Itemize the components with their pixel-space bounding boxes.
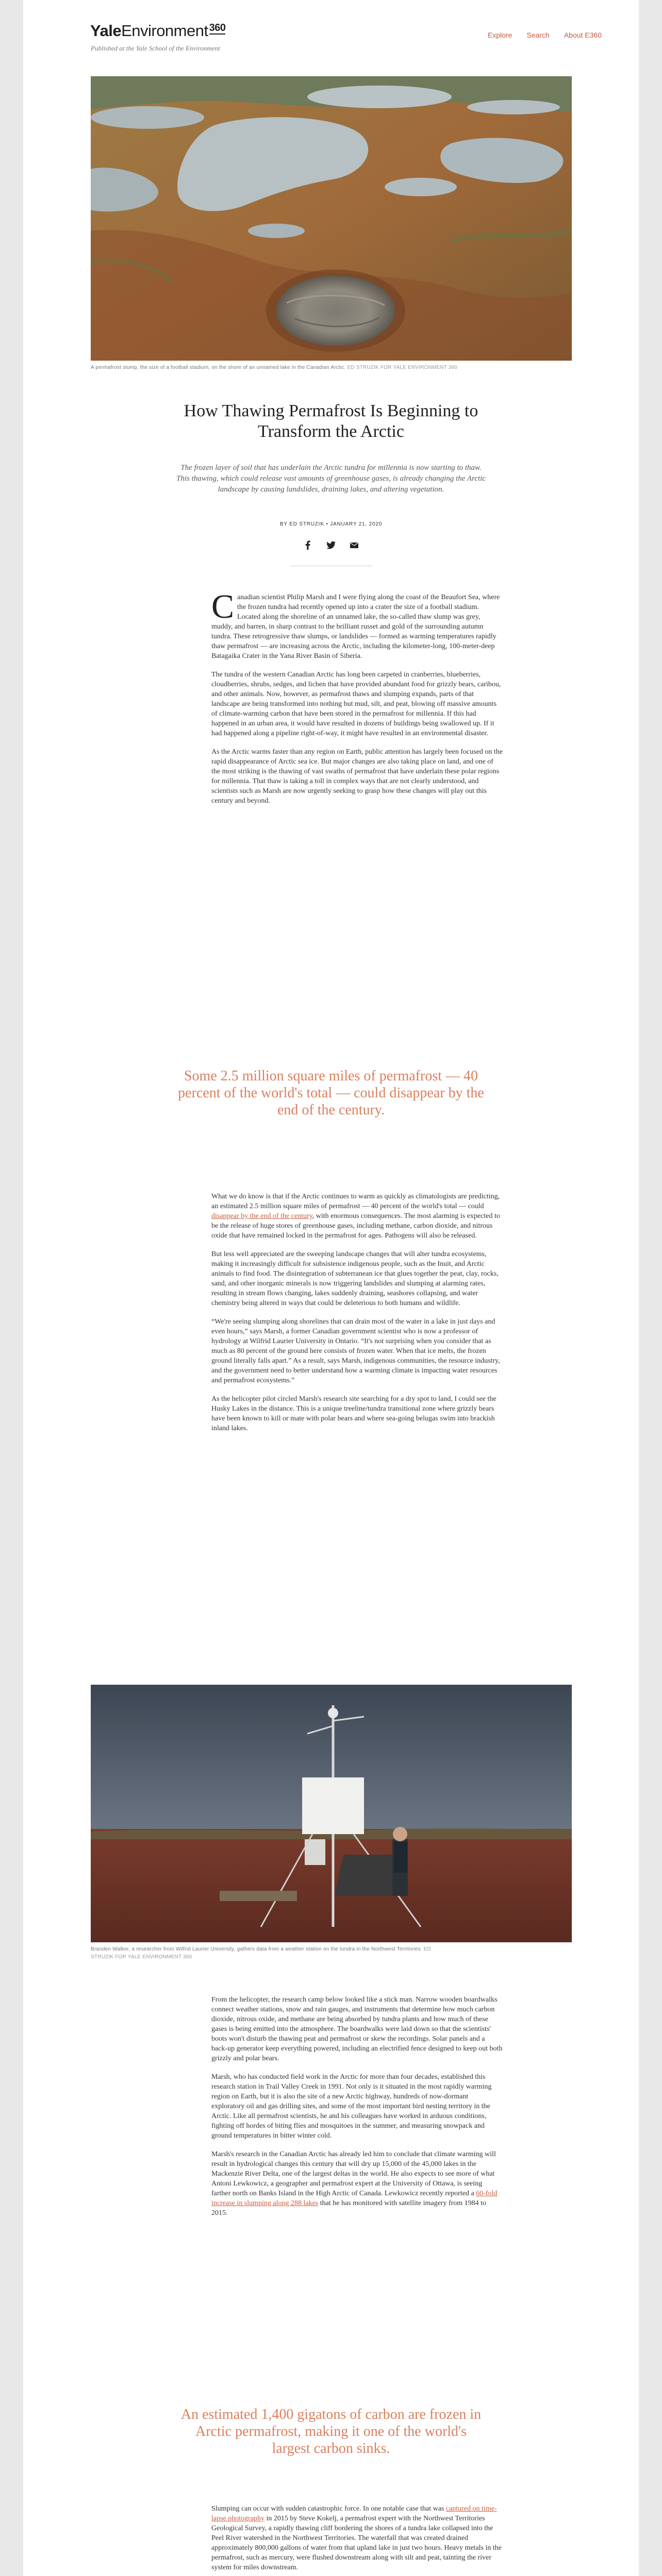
- main-nav: [488, 31, 602, 39]
- article-body-3: [211, 1995, 503, 2218]
- hero-tundra-illustration: [91, 76, 572, 361]
- hero-credit: ED STRUZIK FOR YALE ENVIRONMENT 360: [347, 365, 458, 370]
- byline-prefix: BY: [279, 521, 288, 527]
- researcher-caption: [91, 1945, 452, 1961]
- paragraph-7: As the helicopter pilot circled Marsh's research site searching for a dry spot to land, I could see the Husky Lakes in the distance. This is a unique treeline/tundra transitional zone where grizzly bears have been known to kill or mate with polar bears and where sea-going belugas swim into brackish inland lakes.: [211, 1395, 496, 1432]
- site-tagline: Published at the Yale School of the Environment: [91, 44, 220, 52]
- paragraph-10-end: that he has monitored with satellite imagery from 1984 to 2015.: [211, 2199, 487, 2217]
- paragraph-1-text: anadian scientist Philip Marsh and I were flying along the coast of the Beaufort Sea, where the frozen tundra had recently opened up into a crater the size of a football stadium. Located along the shoreline of an unnamed lake, the so-called thaw slump was grey, muddy, and barren, in sharp contrast to the brilliant russet and gold of the surrounding autumn tundra. These retrogressive thaw slumps, or landslides — formed as warming temperatures rapidly thaw permafrost — are increasing across the Arctic, including the kilometer-long, 100-meter-deep Batagaika Crater in the Yana River Basin of Siberia.: [211, 594, 500, 660]
- byline-separator: •: [326, 521, 328, 527]
- article-dek: The frozen layer of soil that has underlain the Arctic tundra for millennia is now starting to thaw. This thawing, which could release vast amounts of greenhouse gases, is already changing the Arctic landscape by causing landslides, draining lakes, and altering vegetation.: [176, 464, 486, 494]
- researcher-credit: ED STRUZIK FOR YALE ENVIRONMENT 360: [91, 1946, 432, 1960]
- paragraph-5: But less well appreciated are the sweeping landscape changes that will alter tundra ecosystems, making it increasingly difficult for subsistence indigenous people, such as the Inuit, and Arctic animals to find food. The disintegration of subterranean ice that glues together the peat, clay, rocks, sand, and other inorganic minerals is now triggering landslides and slumping at alarming rates, resulting in stream flows changing, lakes suddenly draining, seashores collapsing, and water chemistry being altered in ways that could be deleterious to both humans and wildlife.: [211, 1250, 499, 1307]
- paragraph-9: Marsh, who has conducted field work in the Arctic for more than four decades, established this research station in Trail Valley Creek in 1991. Not only is it situated in the most rapidly warming region on Earth, but it is also the site of a new Arctic highway, hundreds of now-dormant exploratory oil and gas drilling sites, and some of the most important bird nesting territory in the Arctic. Like all permafrost scientists, he and his colleagues have worked in arduous conditions, fighting off hordes of biting flies and mosquitoes in the summer, and measuring snowpack and ground temperatures in bitter winter cold.: [211, 2073, 492, 2140]
- site-header: [23, 0, 639, 67]
- drop-cap: C: [211, 588, 235, 625]
- article-body-1: [211, 588, 503, 806]
- paragraph-11: [211, 2504, 503, 2572]
- hero-caption-text: A permafrost slump, the size of a football stadium, on the shore of an unnamed lake in the Canadian Arctic.: [91, 365, 346, 370]
- paragraph-11-start: Slumping can occur with sudden catastrophic force. In one notable case that was: [211, 2505, 446, 2513]
- article-title: How Thawing Permafrost Is Beginning to Transform the Arctic: [184, 401, 478, 441]
- byline: [176, 521, 486, 527]
- paragraph-11-end: in 2015 by Steve Kokelj, a permafrost expert with the Northwest Territories Geological Survey, a rapidly thawing cliff bordering the shores of a tundra lake collapsed into the Peel River watershed in the Northwest Territories. The waterfall that was created drained approximately 800,000 gallons of water from that upland lake in just two hours. Heavy metals in the permafrost, such as mercury, were flushed downstream along with silt and peat, tainting the river system for miles downstream.: [211, 2515, 502, 2571]
- paragraph-4-end: , with enormous consequences. The most alarming is expected to be the release of huge stores of greenhouse gases, including methane, carbon dioxide, and nitrous oxide that have remained locked in the permafrost for ages. Pathogens will also be released.: [211, 1212, 500, 1240]
- researcher-photo: [91, 1685, 572, 1942]
- facebook-icon[interactable]: [302, 539, 314, 551]
- logo-yale: Yale: [90, 22, 122, 40]
- share-bar: [302, 539, 360, 551]
- hero-image: [91, 76, 572, 361]
- pull-quote-2: An estimated 1,400 gigatons of carbon are frozen in Arctic permafrost, making it one of the world's largest carbon sinks.: [180, 2406, 482, 2456]
- paragraph-4-start: What we do know is that if the Arctic continues to warm as quickly as climatologists are predicting, an estimated 2.5 million square miles of permafrost — 40 percent of the world's total — could: [211, 1193, 500, 1210]
- article-body-2: [211, 1192, 503, 1433]
- link-slumping-increase[interactable]: 60-fold increase in slumping along 288 lakes: [211, 2190, 498, 2207]
- paragraph-8: From the helicopter, the research camp below looked like a stick man. Narrow wooden boardwalks connect weather stations, snow and rain gauges, and instruments that determine how much carbon dioxide, nitrous oxide, and methane are being absorbed by tundra plants and how much of these gases is being emitted into the atmosphere. The boardwalks were laid down so that the scientists' boots won't disturb the thawing peat and permafrost or skew the recordings. Solar panels and a back-up generator keep everything powered, including an electrified fence designed to keep out both grizzly and polar bears.: [211, 1996, 503, 2062]
- nav-about[interactable]: About E360: [564, 31, 602, 39]
- page: [23, 0, 639, 2576]
- site-logo[interactable]: [90, 22, 225, 40]
- hero-caption: [91, 364, 572, 371]
- paragraph-1: [211, 588, 503, 661]
- pull-quote-1: Some 2.5 million square miles of permafrost — 40 percent of the world's total — could disappear by the end of the century.: [178, 1068, 484, 1118]
- paragraph-10: [211, 2149, 503, 2218]
- link-disappear[interactable]: disappear by the end of the century: [211, 1212, 312, 1220]
- author-link[interactable]: ED STRUZIK: [289, 521, 324, 527]
- nav-search[interactable]: Search: [526, 31, 550, 39]
- paragraph-3: As the Arctic warms faster than any region on Earth, public attention has largely been focused on the rapid disappearance of Arctic sea ice. But major changes are also taking place on land, and one of the most striking is the thawing of vast swaths of permafrost that have underlain these polar regions for millennia. That thaw is taking a toll in complex ways that are not clearly understood, and scientists such as Marsh are now urgently seeking to grasp how these changes will play out this century and beyond.: [211, 748, 503, 805]
- researcher-photo-illustration: [91, 1685, 572, 1942]
- logo-environment: Environment: [121, 22, 208, 40]
- paragraph-2: The tundra of the western Canadian Arctic has long been carpeted in cranberries, blueberries, cloudberries, shrubs, sedges, and lichen that have provided abundant food for grizzly bears, caribou, and other animals. Now, however, as permafrost thaws and slumping expands, parts of that landscape are being transformed into nothing but mud, silt, and peat, blowing off massive amounts of climate-warming carbon that have been stored in the permafrost for millennia. If this had happened in an urban area, it would have resulted in dozens of buildings being swallowed up. If it had happened along a pipeline right-of-way, it might have resulted in an environmental disaster.: [211, 671, 501, 737]
- email-icon[interactable]: [348, 539, 360, 551]
- article-body-4: [211, 2504, 503, 2572]
- link-time-lapse[interactable]: captured on time-lapse photography: [211, 2505, 497, 2522]
- researcher-caption-text: Branden Walker, a researcher from Wilfrid Laurier University, gathers data from a weather station on the tundra in the Northwest Territories.: [91, 1946, 422, 1952]
- logo-360: 360: [209, 22, 226, 33]
- nav-explore[interactable]: Explore: [488, 31, 512, 39]
- twitter-icon[interactable]: [325, 539, 337, 551]
- paragraph-4: [211, 1192, 503, 1241]
- article-date: JANUARY 21, 2020: [330, 521, 383, 527]
- paragraph-6: “We're seeing slumping along shorelines that can drain most of the water in a lake in just days and even hours,” says Marsh, a former Canadian government scientist who is now a professor of hydrology at Wilfrid Laurier University in Ontario. “It's not surprising when you consider that as much as 80 percent of the ground here consists of frozen water. When that ice melts, the frozen ground literally falls apart.” As a result, says Marsh, indigenous communities, the resource industry, and the government need to better understand how a warming climate is impacting water resources and permafrost ecosystems.”: [211, 1318, 500, 1384]
- paragraph-10-start: Marsh's research in the Canadian Arctic has already led him to conclude that climate warming will result in hydrological changes this century that will dry up 15,000 of the 45,000 lakes in the Mackenzie River Delta, one of the largest deltas in the world. He also expects to see more of what Antoni Lewkowicz, a geographer and permafrost expert at the University of Ottawa, is seeing farther north on Banks Island in the High Arctic of Canada. Lewkowicz recently reported a: [211, 2150, 496, 2197]
